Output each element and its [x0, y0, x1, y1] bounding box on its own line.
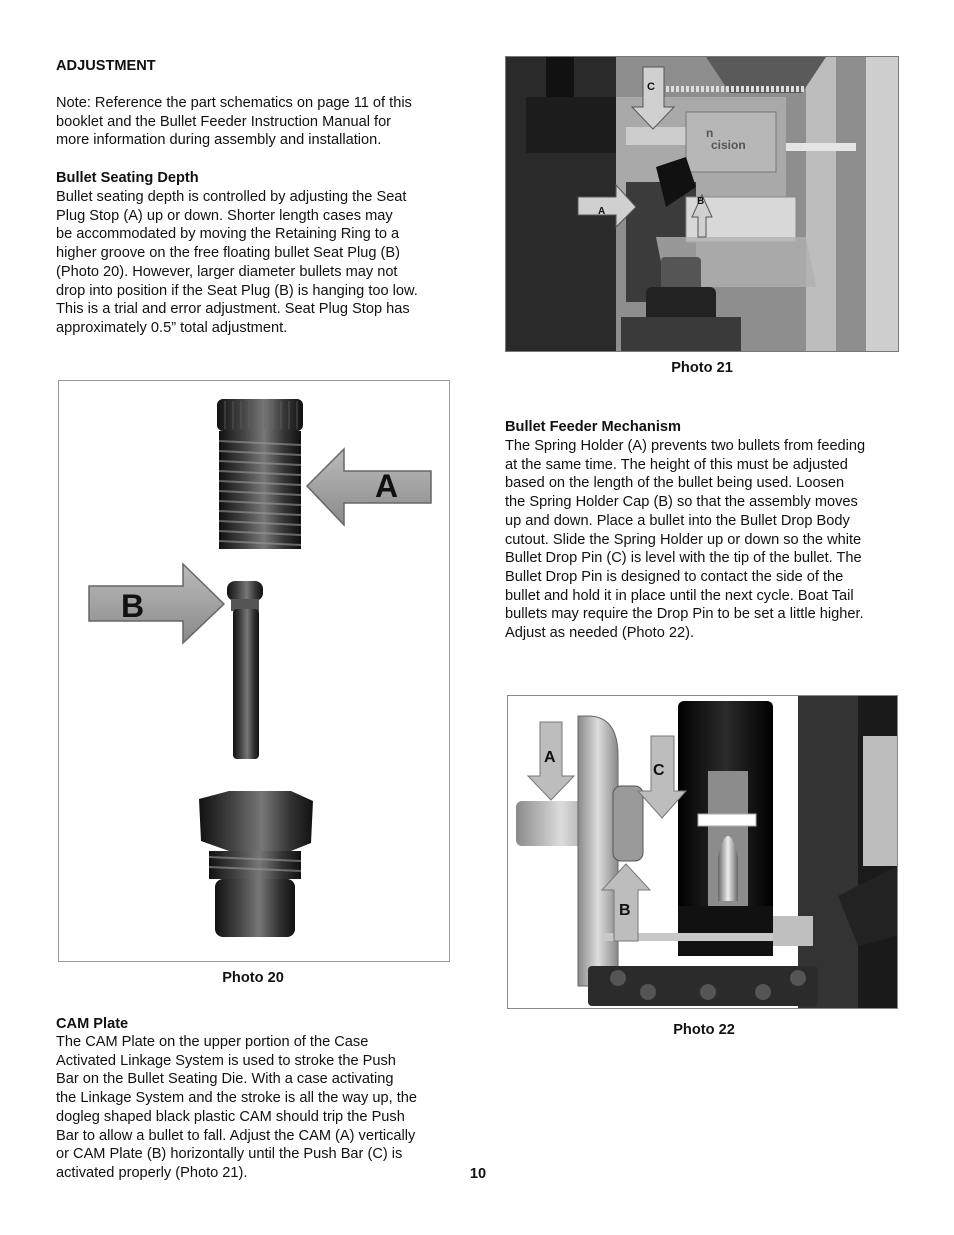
note-paragraph	[56, 94, 412, 150]
note-line: Note: Reference the part schematics on page 11 of this	[56, 95, 412, 111]
photo-20-illustration	[59, 381, 449, 961]
cam-line: or CAM Plate (B) horizontally until the Push Bar (C) is	[56, 1146, 403, 1163]
hex-nut	[199, 791, 313, 851]
subheading-bullet-feeder-mechanism: Bullet Feeder Mechanism	[505, 419, 681, 435]
cam-line: Bar on the Bullet Seating Die. With a case activating	[56, 1071, 394, 1088]
arrow-a-graphic	[307, 449, 431, 525]
feeder-line: up and down. Place a bullet into the Bullet Drop Body	[505, 512, 850, 529]
photo-20	[58, 380, 450, 962]
feeder-line: Bullet Drop Pin (C) is level with the tip of the bullet. The	[505, 550, 862, 567]
cam-line: the Linkage System and the stroke is all the way up, the	[56, 1090, 417, 1107]
photo-21-stamp-1: n	[706, 126, 714, 140]
cam-line: The CAM Plate on the upper portion of the Case	[56, 1034, 369, 1050]
subheading-cam-plate: CAM Plate	[56, 1016, 129, 1032]
seat-plug-shaft	[233, 609, 259, 759]
photo-21-stamp-2: cision	[711, 138, 746, 152]
note-line: booklet and the Bullet Feeder Instruction Manual for	[56, 113, 392, 130]
feeder-line: bullet and hold it in place until the next cycle. Boat Tail	[505, 587, 854, 604]
photo-21-illustration	[506, 57, 898, 351]
photo-21-label-b: B	[697, 196, 705, 207]
seat-plug-head	[227, 581, 263, 601]
photo-22-label-b: B	[619, 902, 631, 919]
seating-line: approximately 0.5” total adjustment.	[56, 319, 288, 336]
knurled-cap	[217, 399, 303, 431]
seating-line: higher groove on the free floating bullet Seat Plug (B)	[56, 245, 400, 262]
note-line: more information during assembly and installation.	[56, 132, 382, 149]
photo-21-label-a: A	[598, 206, 606, 217]
photo-21-label-c: C	[647, 81, 655, 93]
seating-line: (Photo 20). However, larger diameter bullets may not	[56, 263, 398, 280]
photo-22-caption: Photo 22	[673, 1022, 735, 1038]
seating-line: This is a trial and error adjustment. Seat Plug Stop has	[56, 301, 410, 318]
feeder-line: the Spring Holder Cap (B) so that the assembly moves	[505, 494, 858, 511]
die-body	[215, 879, 295, 937]
photo-21-caption: Photo 21	[671, 360, 733, 376]
cam-line: Activated Linkage System is used to stroke the Push	[56, 1052, 396, 1069]
cam-line: dogleg shaped black plastic CAM should trip the Push	[56, 1108, 405, 1125]
photo-22-label-a: A	[544, 749, 556, 766]
seating-line: Plug Stop (A) up or down. Shorter length cases may	[56, 207, 393, 224]
cam-line: activated properly (Photo 21).	[56, 1164, 248, 1181]
feeder-line: at the same time. The height of this must be adjusted	[505, 456, 848, 473]
feeder-paragraph	[505, 437, 865, 643]
subheading-bullet-seating-depth: Bullet Seating Depth	[56, 170, 199, 186]
section-heading-adjustment: ADJUSTMENT	[56, 58, 156, 74]
seating-line: drop into position if the Seat Plug (B) is hanging too low.	[56, 282, 418, 299]
photo-21	[505, 56, 899, 352]
photo-22	[507, 695, 898, 1009]
seating-line: Bullet seating depth is controlled by adjusting the Seat	[56, 189, 407, 205]
label-a: A	[375, 468, 399, 504]
photo-22-label-c: C	[653, 762, 665, 779]
arrow-b-graphic	[89, 564, 224, 643]
seating-line: be accommodated by moving the Retaining Ring to a	[56, 226, 400, 243]
photo-22-illustration	[508, 696, 897, 1008]
photo-20-caption: Photo 20	[222, 970, 284, 986]
cam-line: Bar to allow a bullet to fall. Adjust the CAM (A) vertically	[56, 1127, 416, 1144]
feeder-line: Bullet Drop Pin is designed to contact the side of the	[505, 568, 844, 585]
cam-paragraph	[56, 1033, 417, 1183]
seating-paragraph	[56, 188, 418, 338]
label-b: B	[121, 588, 145, 624]
feeder-line: Adjust as needed (Photo 22).	[505, 625, 695, 642]
feeder-line: cutout. Slide the Spring Holder up or down so the white	[505, 531, 862, 548]
aluminum-plate	[578, 716, 618, 986]
feeder-line: bullets may require the Drop Pin to be set a little higher.	[505, 606, 864, 623]
knurled-knob	[613, 786, 643, 861]
drop-pin	[698, 814, 756, 826]
feeder-line: based on the length of the bullet being used. Loosen	[505, 475, 845, 492]
feeder-line: The Spring Holder (A) prevents two bullets from feeding	[505, 438, 866, 454]
page-number: 10	[469, 1166, 487, 1182]
